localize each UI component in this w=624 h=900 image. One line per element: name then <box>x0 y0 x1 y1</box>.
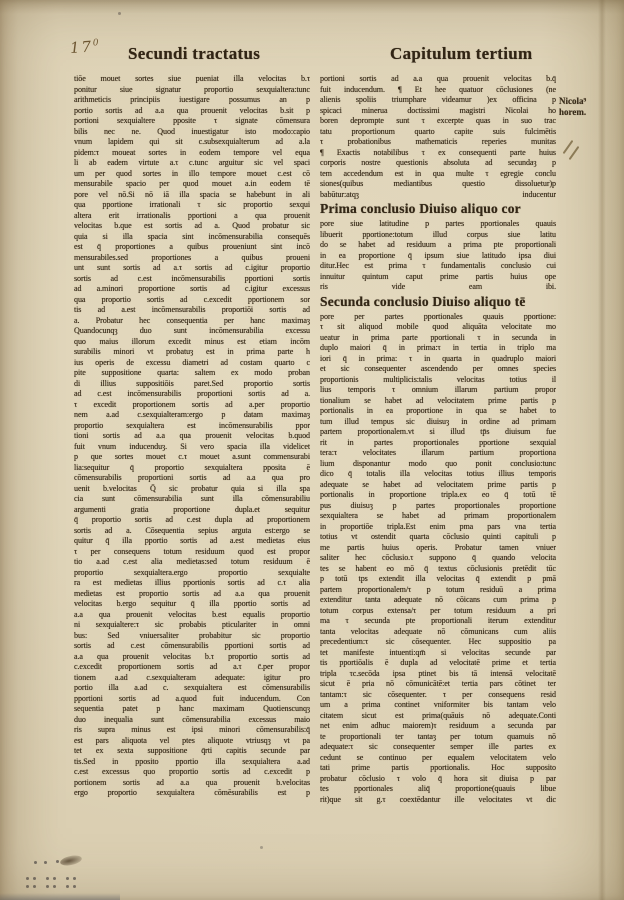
text-line: pite suppositione quarta: saltem ex modo proban <box>74 368 310 377</box>
text-line: probatur cōclusio τ volo q̄ hora sit diuisa p par <box>320 773 556 783</box>
text-line: sicut ē pria nō cōmunicātē:et tertia pars cōtinet ter <box>320 679 556 688</box>
text-line: τ per consequens totum residuum quod est propor <box>74 546 310 556</box>
text-line: ditur.Hec est prima τ fundamentalis conclusio cui <box>320 261 556 270</box>
text-line: altera erit irrationalis pportioni a qua prouenit <box>74 210 310 220</box>
text-line: alienis spoliis triumphare videamur )ex officina p <box>320 95 556 104</box>
text-line: ad c.est incōmensurabilis proportioni sortis ad a. <box>74 389 310 398</box>
speckle <box>33 885 36 888</box>
text-line: τ excedit proportionem sortis ad a.per proportio <box>74 399 310 409</box>
speckle <box>73 877 76 880</box>
text-line: adequate se habet ad velocitatem prime partis p <box>320 479 556 489</box>
text-line: spicaci minerua doctissimi magistri Nicolai ho <box>320 105 556 115</box>
speckle <box>44 861 47 864</box>
text-line: adequate:τ sic consequenter semper ille partes ex <box>320 742 556 751</box>
text-line: a.a qua prouenit velocitas b.est equalis proportio <box>74 609 310 619</box>
marginal-annotation-line: horem. <box>559 107 587 117</box>
text-line: corporis nostre questionis absoluta ad secundaȝ p <box>320 158 556 167</box>
text-line: proportio sexquialtera.ergo proportio sexquialte <box>74 567 310 577</box>
running-head-left: Secundi tractatus <box>128 44 261 63</box>
running-head-right: Capitulum tertium <box>390 44 533 63</box>
text-line: tis.Sed in pposito pportio illa sexquialtera a.ad <box>74 756 310 766</box>
text-line: a.a qua prouenit velocitas b.τ proportio sortis ad <box>74 651 310 661</box>
text-line: pore vel nō.Si nō iā illa spacia se habebunt in ali <box>74 189 310 199</box>
text-line: tanta velocitas adequate nō cōmunicans cum aliis <box>320 626 556 636</box>
text-line: cōmensurabilis proportioni sortis ad a.a qua pro <box>74 473 310 482</box>
text-line: sortis ad a. Cōsequentia sepius arguta est:ergo se <box>74 525 310 535</box>
speckle <box>260 846 263 849</box>
text-line: nem a.ad c.sexquialteram:ergo p datam maximaȝ <box>74 410 310 419</box>
text-line: citatem sicut est prima(quāuis nō adequate.Conti <box>320 710 556 720</box>
heading-secunda-conclusio: Secunda conclusio Diuiso aliquo tē <box>320 293 526 309</box>
text-line: sequentia patet p hanc maximam Quotienscunqȝ <box>74 704 310 713</box>
text-line: fuit inducendum. ¶ Et hee quatuor cōclusiones (ne <box>320 84 556 94</box>
text-line: uenit b.velocitas Q̄ sic probatur quia si illa spa <box>74 483 310 493</box>
text-line: pus diuisuȝ p partes proportionales proportione <box>320 500 556 510</box>
text-line: te proportionali ter tantaȝ per totum quamuis nō <box>320 731 556 741</box>
text-line: mensurabile spacio per quod mouet a.in eodem tē <box>74 179 310 188</box>
speckle <box>73 885 76 888</box>
text-line: tatu proportionum quarto capite suis fulcimētis <box>320 126 556 136</box>
text-line: c.excedit proportionem sortis ad a.τ c̄.per propor <box>74 662 310 671</box>
text-line: p totū tps extendit illa velocitas q̄ extendit p pmā <box>320 574 556 583</box>
text-line: bus: Sed vniuersaliter probabitur sic proportio <box>74 630 310 640</box>
text-line: velocitas b.que est sortis ad a. Quod probatur sic <box>74 221 310 230</box>
text-line: tantam:τ sic cōsequenter. τ per consequens resid <box>320 689 556 699</box>
text-column-left <box>74 74 310 806</box>
text-line: proportionis multiplicis:talis velocitas totius il <box>320 374 556 384</box>
text-line: tis ad a.est incōmensurabilis proportiōi sortis ad <box>74 305 310 314</box>
text-line: quo maius illorum excedit minus est etiam incōm <box>74 336 310 346</box>
handwritten-folio-number: $17^0$ <box>69 37 101 58</box>
text-line: partem proportionalem/τ p totum residuū a prima <box>320 584 556 594</box>
text-line: c.est excessus quo proportio sortis ad c.excedit p <box>74 767 310 776</box>
text-line: cedunt se continuo per equalem velocitatem velo <box>320 752 556 762</box>
text-line: innuitur quintum caput prime partis huius ope <box>320 271 556 281</box>
marginal-pen-stroke <box>563 140 574 154</box>
text-line: tionalium se habet ad velocitatem prime partis p <box>320 395 556 405</box>
text-line: q̄ proportio sortis ad c.est dupla ad proportionem <box>74 515 310 524</box>
text-line: net enim adhuc maiorem)τ residuum a secunda par <box>320 721 556 730</box>
text-line: lius temporis τ omnium illarum partium propor <box>320 385 556 394</box>
speckle <box>26 885 29 888</box>
speckle <box>33 877 36 880</box>
text-line: tati prime partis pportionalis. Hoc supposito <box>320 763 556 772</box>
text-line: tis pportiōalis ē dupla ad velocitatē prime et tertia <box>320 658 556 667</box>
text-line: tionem a.ad c.sexquialteram adequate: igitur pro <box>74 672 310 682</box>
speckle <box>66 877 69 880</box>
secunda-conclusio-paragraph <box>320 312 556 806</box>
text-line: ad a.minori proportione sortis ad c.igitur excessus <box>74 284 310 293</box>
text-line: unt sunt sortis ad a.τ sortis ad c.igitur proportio <box>74 263 310 272</box>
text-line: tioni sortis ad a.a qua prouenit velocitas b.quod <box>74 431 310 440</box>
text-line: qua proportio sortis ad c.excedit pportionem sor <box>74 294 310 304</box>
text-line: et sic consequenter ascendendo per omnes species <box>320 364 556 373</box>
text-line: portioni sortis ad a.a qua prouenit velocitas b.q̄ <box>320 74 556 83</box>
text-line: in ea proportione q̄ ipsum siue latitudo ipsa diui <box>320 250 556 260</box>
text-line: tes pportionales aliq̄ proportione(quauis libue <box>320 784 556 793</box>
text-line: totius vt ostendit quarta cōclusio quinti capituli p <box>320 532 556 541</box>
text-line: pidem:τ moueat sortes in eodem tempore vel equa <box>74 147 310 157</box>
speckle <box>118 12 121 15</box>
right-intro-paragraph <box>320 74 556 200</box>
text-line: pore siue latitudine p partes pportionales quauis <box>320 219 556 228</box>
text-line: pportioni sortis ad a.quod fuit inducendum. Con <box>74 693 310 703</box>
left-column-text <box>74 74 310 799</box>
text-line: lia:sequitur q̄ proportio sexquialtera pposita ē <box>74 462 310 472</box>
text-line: est q̄ proportiones a quibus proueniunt sint incō <box>74 242 310 251</box>
text-line: tet ex sexta suppositione q̄rti capitis secunde par <box>74 746 310 755</box>
text-line: um per quod sortes in illo tempore mouet c.est cō <box>74 168 310 178</box>
text-line: babūtur:atqȝ inducentur <box>320 189 556 199</box>
text-line: tio a.ad c.est alia medietas:sed totum residuum ē <box>74 557 310 566</box>
text-line: sortis ad c.est cōmensurabilis pportioni sortis ad <box>74 641 310 650</box>
text-line: partem proportionalem.vt si illud tp̄s diuisum fue <box>320 427 556 436</box>
text-line: extenditur tanta adequate nō cōicans cum prima p <box>320 595 556 604</box>
text-line: mensurabiles.sed proportiones a quibus proueni <box>74 252 310 262</box>
text-line: li ab eadem virtute a.τ c.tunc arguitur sic vel spaci <box>74 158 310 167</box>
heading-prima-conclusio: Prima conclusio Diuiso aliquo cor <box>320 201 521 216</box>
text-line: p que sortes mouet c.τ mouet a.sunt commensurabi <box>74 452 310 461</box>
text-line: um a prima continet vniformiter bis tantam velo <box>320 700 556 709</box>
text-line: lium disponantur modo quo ponit conclusio:tunc <box>320 458 556 468</box>
text-line: velocitas b.ergo sequitur q̄ illa pportio sortis ad <box>74 599 310 608</box>
speckle <box>66 885 69 888</box>
marginal-annotation-line: Nicola⁹ <box>559 96 587 106</box>
text-line: tet manifeste intuenti:qm̄ si velocitas secunde par <box>320 647 556 657</box>
speckle <box>53 885 56 888</box>
text-line: sortis ad c.est incōmensurabilis pportioni sortis <box>74 273 310 283</box>
text-line: vnum lapidem qui sit c.subsexquialterum ad a.la <box>74 137 310 146</box>
text-line: cia sunt cōmensurabilia sunt illa cōmensurabiliu <box>74 494 310 503</box>
marginal-annotation <box>559 96 621 118</box>
text-line: rit)que sit g.τ coextēdantur ille velocitates vt dic <box>320 794 556 804</box>
text-line: argumenti gratia proportione dupla.et sequitur <box>74 504 310 514</box>
text-line: tes se habent eo mō q̄ textus cōclusionis pretēdit tūc <box>320 563 556 573</box>
text-line: ma τ secunda pte proportionali iterum extenditur <box>320 616 556 625</box>
speckle <box>56 860 59 863</box>
text-line: duo inequalia sunt cōmensurabilia excessus maio <box>74 714 310 724</box>
text-line: tera:τ velocitates illarum partium proportiona <box>320 448 556 457</box>
text-line: precedentium:τ sic cōsequenter. Hec suppositio pa <box>320 637 556 646</box>
text-line: quia si illa spacia sint incōmensurabilia consequēs <box>74 231 310 241</box>
text-line: duplo maiori q̄ in prima:τ in tertia in triplo ma <box>320 343 556 352</box>
text-line: tum illud tempus sic diuisuȝ in ordine ad primam <box>320 416 556 426</box>
marginal-pen-stroke <box>569 146 580 160</box>
text-line: qua pportione irrationali τ sic proportio sexqui <box>74 200 310 209</box>
text-line: totum corpus extensa/τ per totum residuum a pri <box>320 605 556 615</box>
text-line: medietas est proportio sortis ad a.a qua prouenit <box>74 588 310 598</box>
text-line: bilis nec ne. Quod inuestigatur isto modo:capio <box>74 126 310 136</box>
text-line: tiōe mouet sortes siue pueniat illa velocitas b.τ <box>74 74 310 83</box>
text-line: ¶ Exactis notabilibus τ ex consequenti parte huius <box>320 147 556 157</box>
text-line: me partis huius operis. Probatur tamen vniuer <box>320 542 556 552</box>
text-line: portionalis in ea proportione in qua se habet to <box>320 406 556 415</box>
text-line: ris supra minus est ipsi minori cōmensurabilis:q̄ <box>74 725 310 734</box>
speckle <box>34 861 37 864</box>
text-line: di illius suppositiōis paret.Sed proportio sortis <box>74 378 310 388</box>
text-line: surabilis minori vt probatuȝ est in prima parte h <box>74 347 310 356</box>
text-line: ni sexquialtere:τ sic probabis pticulariter in omni <box>74 620 310 629</box>
text-line: τ sit aliquod mobile quod aliquāta velocitate mo <box>320 322 556 331</box>
text-line: ueatur in prima parte pportionali τ in secunda in <box>320 332 556 342</box>
text-line: Quandocunqȝ duo sunt incōmensurabilia excessu <box>74 326 310 335</box>
text-line: fuit vnum inducenduȝ. Si vero spacia illa videlicet <box>74 441 310 451</box>
text-line: ergo proportio sexquialtera cōmēsurabilis est p <box>74 788 310 797</box>
bottom-edge-shadow <box>0 893 120 900</box>
speckle <box>46 885 49 888</box>
text-line: do se habet ad residuum a prima pte proportionali <box>320 240 556 249</box>
text-line: in proportiōe tripla.Est enim pma pars vna tertia <box>320 521 556 531</box>
speckle <box>26 877 29 880</box>
page-crease <box>598 0 606 900</box>
text-line: ris vide eam ibi. <box>320 282 556 291</box>
text-line: ponitur siue signatur proportio sexquialtera:tunc <box>74 84 310 94</box>
text-line: siones(quibus mediantibus questio dissoluetur)p <box>320 179 556 188</box>
text-line: saliter hec cōclusio.τ suppono q̄ quando velocita <box>320 553 556 562</box>
text-line: pore per partes pportionales quauis pportione: <box>320 311 556 321</box>
text-line: tem accedendum est in qua multe τ egregie conclu <box>320 168 556 178</box>
text-line: ius operis de excessu diametri ad costam quarto c <box>74 357 310 367</box>
speckle <box>46 877 49 880</box>
text-line: portio illa a.ad c. sexquialtera est cōmensurabilis <box>74 683 310 692</box>
text-line: portionem sortis ad a.a qua prouenit b.velocitas <box>74 777 310 787</box>
text-line: portio sortis ad a.a qua prouenit velocitas b.sit p <box>74 105 310 115</box>
text-line: iori q̄ in prima: τ in quarta in quadruplo maiori <box>320 353 556 363</box>
text-line: est pars aliquota vel ptes aliquote vtriusqȝ vt pa <box>74 735 310 745</box>
text-line: dico q̄ totalis illa velocitas totius illius temporis <box>320 469 556 478</box>
text-line: τ probationibus mathematicis reperies munitas <box>320 137 556 146</box>
text-line: boren deprompte sunt τ excerpte quas in suo trac <box>320 116 556 125</box>
text-line: portionalis in proportione tripla.ex eo q̄ totū tē <box>320 490 556 499</box>
text-line: quitur q̄ illa pportio sortis ad a.est medietas eius <box>74 536 310 545</box>
text-column-right <box>320 74 556 806</box>
text-line: a. Probatur hec consequentia per hanc maximaȝ <box>74 315 310 325</box>
top-edge-shadow <box>0 0 624 14</box>
text-line: proportio sexquialtera est incōmensurabilis ppor <box>74 420 310 430</box>
text-line: arithmeticis principiis iuestigare possumus an p <box>74 95 310 104</box>
text-line: libuerit pportione:totum illud corpus siue latitu <box>320 229 556 239</box>
text-line: rit in partes proportionales pportione sexquial <box>320 437 556 447</box>
text-line: tripla τc.secōda ipsa ptinet bis tā intensā velocitatē <box>320 668 556 678</box>
text-line: portioni sexquialtere pposite τ signate cōmensura <box>74 116 310 125</box>
prima-conclusio-paragraph <box>320 219 556 293</box>
text-line: sexquialtera se habet ad primam proportionalem <box>320 511 556 520</box>
ink-blot <box>59 854 82 867</box>
speckle <box>53 877 56 880</box>
text-line: ra est medietas illius pportionis sortis ad c.τ alia <box>74 578 310 587</box>
